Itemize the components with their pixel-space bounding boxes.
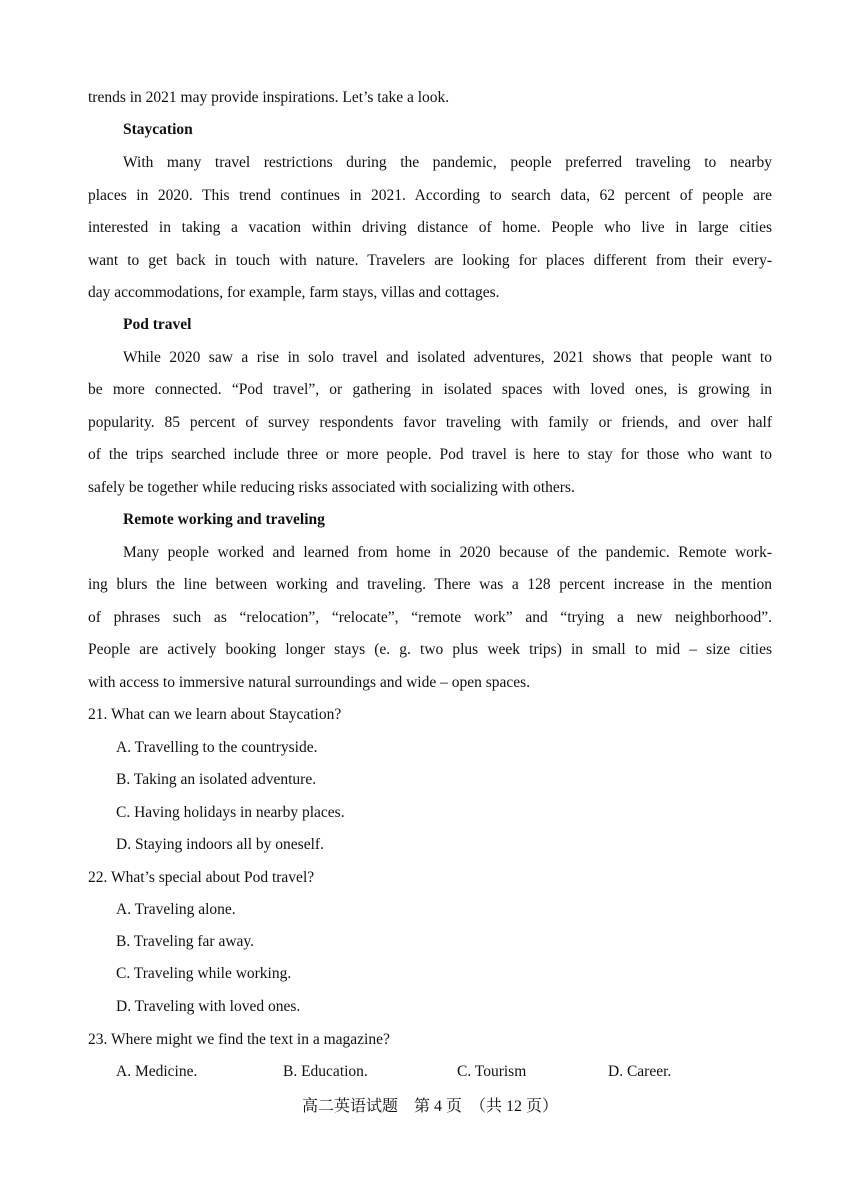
paragraph-line: of phrases such as “relocation”, “relocate”, “remote work” and “trying a new neighborhood”. <box>88 609 772 626</box>
question-22-option-d[interactable]: D. Traveling with loved ones. <box>116 998 301 1015</box>
paragraph-line: People are actively booking longer stays (e. g. two plus week trips) in small to mid – size cities <box>88 641 772 658</box>
question-23-option-b[interactable]: B. Education. <box>283 1063 368 1080</box>
question-21-stem: 21. What can we learn about Staycation? <box>88 706 342 723</box>
page-footer: 高二英语试题 第 4 页 （共 12 页） <box>301 1098 558 1115</box>
section-heading-pod-travel: Pod travel <box>123 316 192 333</box>
paragraph-line: While 2020 saw a rise in solo travel and isolated adventures, 2021 shows that people want to <box>123 349 772 366</box>
question-22-option-b[interactable]: B. Traveling far away. <box>116 933 255 950</box>
section-heading-staycation: Staycation <box>123 121 193 138</box>
paragraph-line: day accommodations, for example, farm stays, villas and cottages. <box>88 284 500 301</box>
question-23-option-d[interactable]: D. Career. <box>608 1063 672 1080</box>
question-22-stem: 22. What’s special about Pod travel? <box>88 869 315 886</box>
paragraph-line: popularity. 85 percent of survey respondents favor traveling with family or friends, and over half <box>88 414 772 431</box>
question-23-stem: 23. Where might we find the text in a magazine? <box>88 1031 390 1048</box>
question-23-option-c[interactable]: C. Tourism <box>457 1063 527 1080</box>
question-23-option-a[interactable]: A. Medicine. <box>116 1063 198 1080</box>
question-21-option-d[interactable]: D. Staying indoors all by oneself. <box>116 836 324 853</box>
paragraph-line: interested in taking a vacation within driving distance of home. People who live in large cities <box>88 219 772 236</box>
question-21-option-a[interactable]: A. Travelling to the countryside. <box>116 739 318 756</box>
paragraph-line: places in 2020. This trend continues in 2021. According to search data, 62 percent of people are <box>88 187 772 204</box>
question-22-option-c[interactable]: C. Traveling while working. <box>116 965 292 982</box>
paragraph-line: safely be together while reducing risks associated with socializing with others. <box>88 479 575 496</box>
question-21-option-c[interactable]: C. Having holidays in nearby places. <box>116 804 345 821</box>
question-21-option-b[interactable]: B. Taking an isolated adventure. <box>116 771 317 788</box>
paragraph-line: Many people worked and learned from home in 2020 because of the pandemic. Remote work- <box>123 544 772 561</box>
paragraph-line: want to get back in touch with nature. Travelers are looking for places different from their every- <box>88 252 772 269</box>
paragraph-line: ing blurs the line between working and traveling. There was a 128 percent increase in the mention <box>88 576 772 593</box>
question-22-option-a[interactable]: A. Traveling alone. <box>116 901 236 918</box>
paragraph-line: with access to immersive natural surroundings and wide – open spaces. <box>88 674 531 691</box>
intro-line: trends in 2021 may provide inspirations. Let’s take a look. <box>88 89 450 106</box>
paragraph-line: be more connected. “Pod travel”, or gathering in isolated spaces with loved ones, is growing in <box>88 381 772 398</box>
paragraph-line: of the trips searched include three or more people. Pod travel is here to stay for those who want to <box>88 446 772 463</box>
section-heading-remote-working: Remote working and traveling <box>123 511 325 528</box>
paragraph-line: With many travel restrictions during the pandemic, people preferred traveling to nearby <box>123 154 772 171</box>
